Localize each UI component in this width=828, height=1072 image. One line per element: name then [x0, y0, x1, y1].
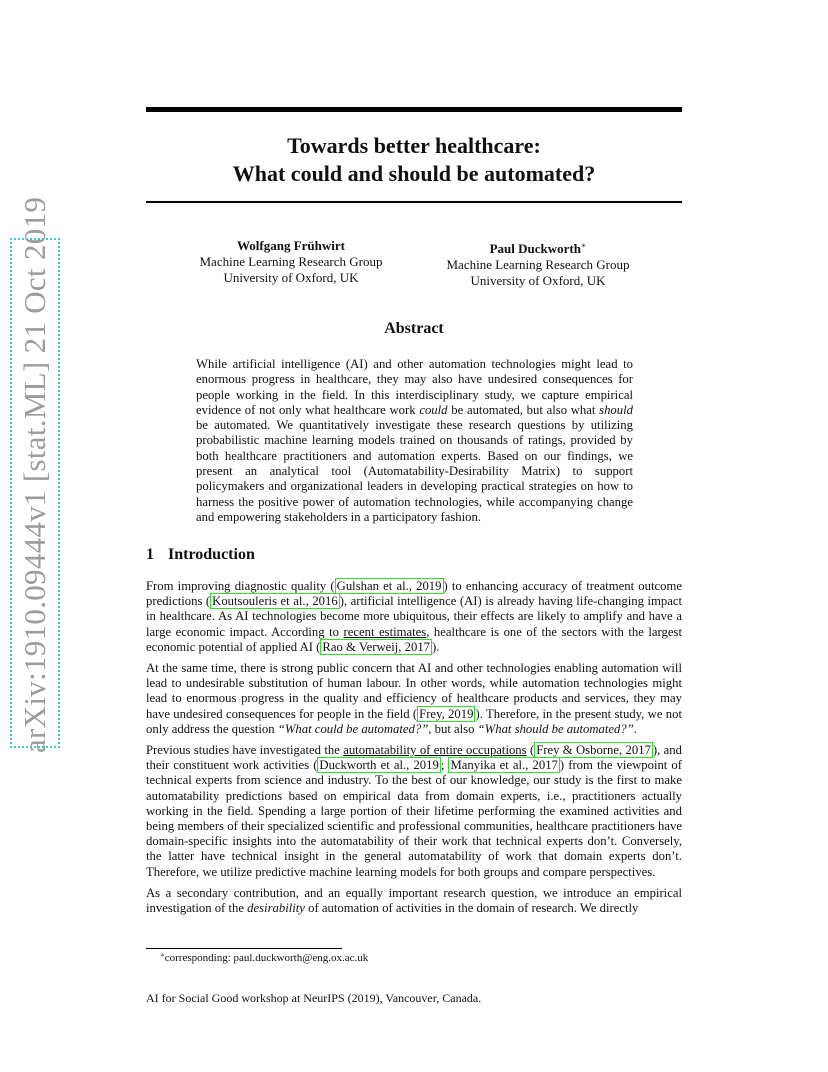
abstract-emphasis: should — [599, 402, 633, 417]
paragraph-text: of automation of activities in the domain of research. We directly — [304, 901, 639, 916]
title-line-2: What could and should be automated? — [232, 161, 596, 186]
title-line-1: Towards better healthcare: — [287, 133, 541, 158]
paragraph-text: Previous studies have investigated the — [146, 743, 344, 758]
author-name-line — [413, 238, 663, 257]
author-block-2 — [413, 238, 663, 289]
section-heading-introduction — [146, 546, 255, 564]
author-affiliation: Machine Learning Research Group — [199, 254, 383, 269]
emphasis: desirability — [247, 901, 305, 916]
abstract-text: be automated, but also what — [447, 402, 600, 417]
paragraph-text: ( — [526, 743, 535, 758]
paragraph-text: ; — [440, 758, 449, 773]
citation-link[interactable]: Frey, 2019 — [419, 706, 474, 721]
section-title: Introduction — [168, 546, 255, 563]
introduction-body — [146, 579, 682, 922]
paragraph-2 — [146, 661, 682, 737]
abstract-body — [196, 357, 633, 525]
footnote-text: corresponding: paul.duckworth@eng.ox.ac.uk — [164, 952, 369, 964]
section-number: 1 — [146, 546, 154, 563]
author-block-1 — [166, 238, 416, 286]
abstract-heading: Abstract — [384, 320, 444, 337]
author-affiliation: Machine Learning Research Group — [446, 257, 630, 272]
footnote-link[interactable]: automatability of entire occupations — [343, 743, 527, 758]
paragraph-text: ). Therefore, in the present study, we not only address the question — [146, 706, 682, 736]
title-bottom-rule — [146, 201, 682, 203]
author-name: Paul Duckworth — [489, 241, 581, 256]
author-institution: University of Oxford, UK — [470, 273, 606, 288]
paragraph-text: , healthcare is one of the sectors with the largest economic potential of applied AI ( — [146, 624, 682, 654]
paragraph-text: At the same time, there is strong public concern that AI and other technologies enabling automation will lead to undesirable substitution of human labour. In other words, while automation technologies might lead to enormous progress in the quality and efficiency of healthcare products and services, they may have undesired consequences for people in the field ( — [146, 661, 682, 721]
author-footnote-marker[interactable]: ∗ — [580, 241, 587, 250]
author-institution: University of Oxford, UK — [223, 270, 359, 285]
paper-title — [146, 132, 682, 188]
abstract-emphasis: could — [419, 402, 448, 417]
citation-link[interactable]: Frey & Osborne, 2017 — [536, 743, 651, 758]
paragraph-text: From improving diagnostic quality ( — [146, 579, 335, 593]
title-top-rule — [146, 107, 682, 112]
footnote-link[interactable]: recent estimates — [343, 624, 427, 639]
arxiv-identifier: arXiv:1910.09444v1 [stat.ML] 21 Oct 2019 — [17, 196, 52, 753]
paragraph-text: ) from the viewpoint of technical experts from science and industry. To the best of our knowledge, our study is the first to make automatability predictions based on empirical data from domain experts, i.e., practitioners actually working in the field. Spending a large portion of their lifetime performing the examined activities and being members of their specialized scientific and professional communities, healthcare practitioners have domain-specific insights into the automatability of their work that technical experts don’t. Conversely, the latter have technical insight in the general automatability of work that domain experts don’t. Therefore, we utilize predictive machine learning models for both groups and compare perspectives. — [146, 758, 682, 879]
citation-link[interactable]: Rao & Verweij, 2017 — [322, 639, 431, 654]
paragraph-text: ) to enhancing accuracy of treatment outcome predictions ( — [146, 579, 682, 609]
footnote-rule — [146, 948, 342, 949]
quoted-question: “What could be automated?” — [277, 721, 429, 736]
paragraph-text: , but also — [428, 721, 478, 736]
footnote-marker: ∗ — [160, 951, 165, 959]
paragraph-3 — [146, 743, 682, 880]
paragraph-text: . — [633, 721, 637, 736]
venue-note: AI for Social Good workshop at NeurIPS (2019), Vancouver, Canada. — [146, 991, 482, 1005]
paragraph-text: ), artificial intelligence (AI) is already having life-changing impact in healthcare. As AI technologies become more ubiquitous, their effects are likely to amplify and have a large economic impact. According to — [146, 594, 682, 639]
abstract-text: While artificial intelligence (AI) and other automation technologies might lead to enormous progress in healthcare, they may also have undesired consequences for people working in the field. In this interdisciplinary study, we capture empirical evidence of not only what healthcare work — [196, 357, 633, 417]
author-name: Wolfgang Frühwirt — [237, 238, 345, 253]
paragraph-1 — [146, 579, 682, 655]
citation-link[interactable]: Manyika et al., 2017 — [450, 758, 558, 773]
citation-link[interactable]: Duckworth et al., 2019 — [319, 758, 439, 773]
paragraph-4 — [146, 886, 682, 916]
paragraph-text: ), and their constituent work activities ( — [146, 743, 682, 773]
abstract-text: be automated. We quantitatively investigate these research questions by utilizing probabilistic machine learning models trained on thousands of ratings, provided by both healthcare practitioners and automation experts. Based on our findings, we present an analytical tool (Automatability-Desirability Matrix) to support policymakers and organizational leaders in developing practical strategies on how to harness the positive power of automation technologies, while accompanying change and empowering stakeholders in a participatory fashion. — [196, 418, 633, 524]
citation-link[interactable]: Gulshan et al., 2019 — [336, 579, 442, 593]
paragraph-text: ). — [432, 639, 440, 654]
quoted-question: “What should be automated?” — [477, 721, 634, 736]
footnote — [160, 951, 368, 964]
paragraph-text: As a secondary contribution, and an equally important research question, we introduce an empirical investigation of the — [146, 885, 682, 916]
citation-link[interactable]: Koutsouleris et al., 2016 — [212, 594, 338, 609]
